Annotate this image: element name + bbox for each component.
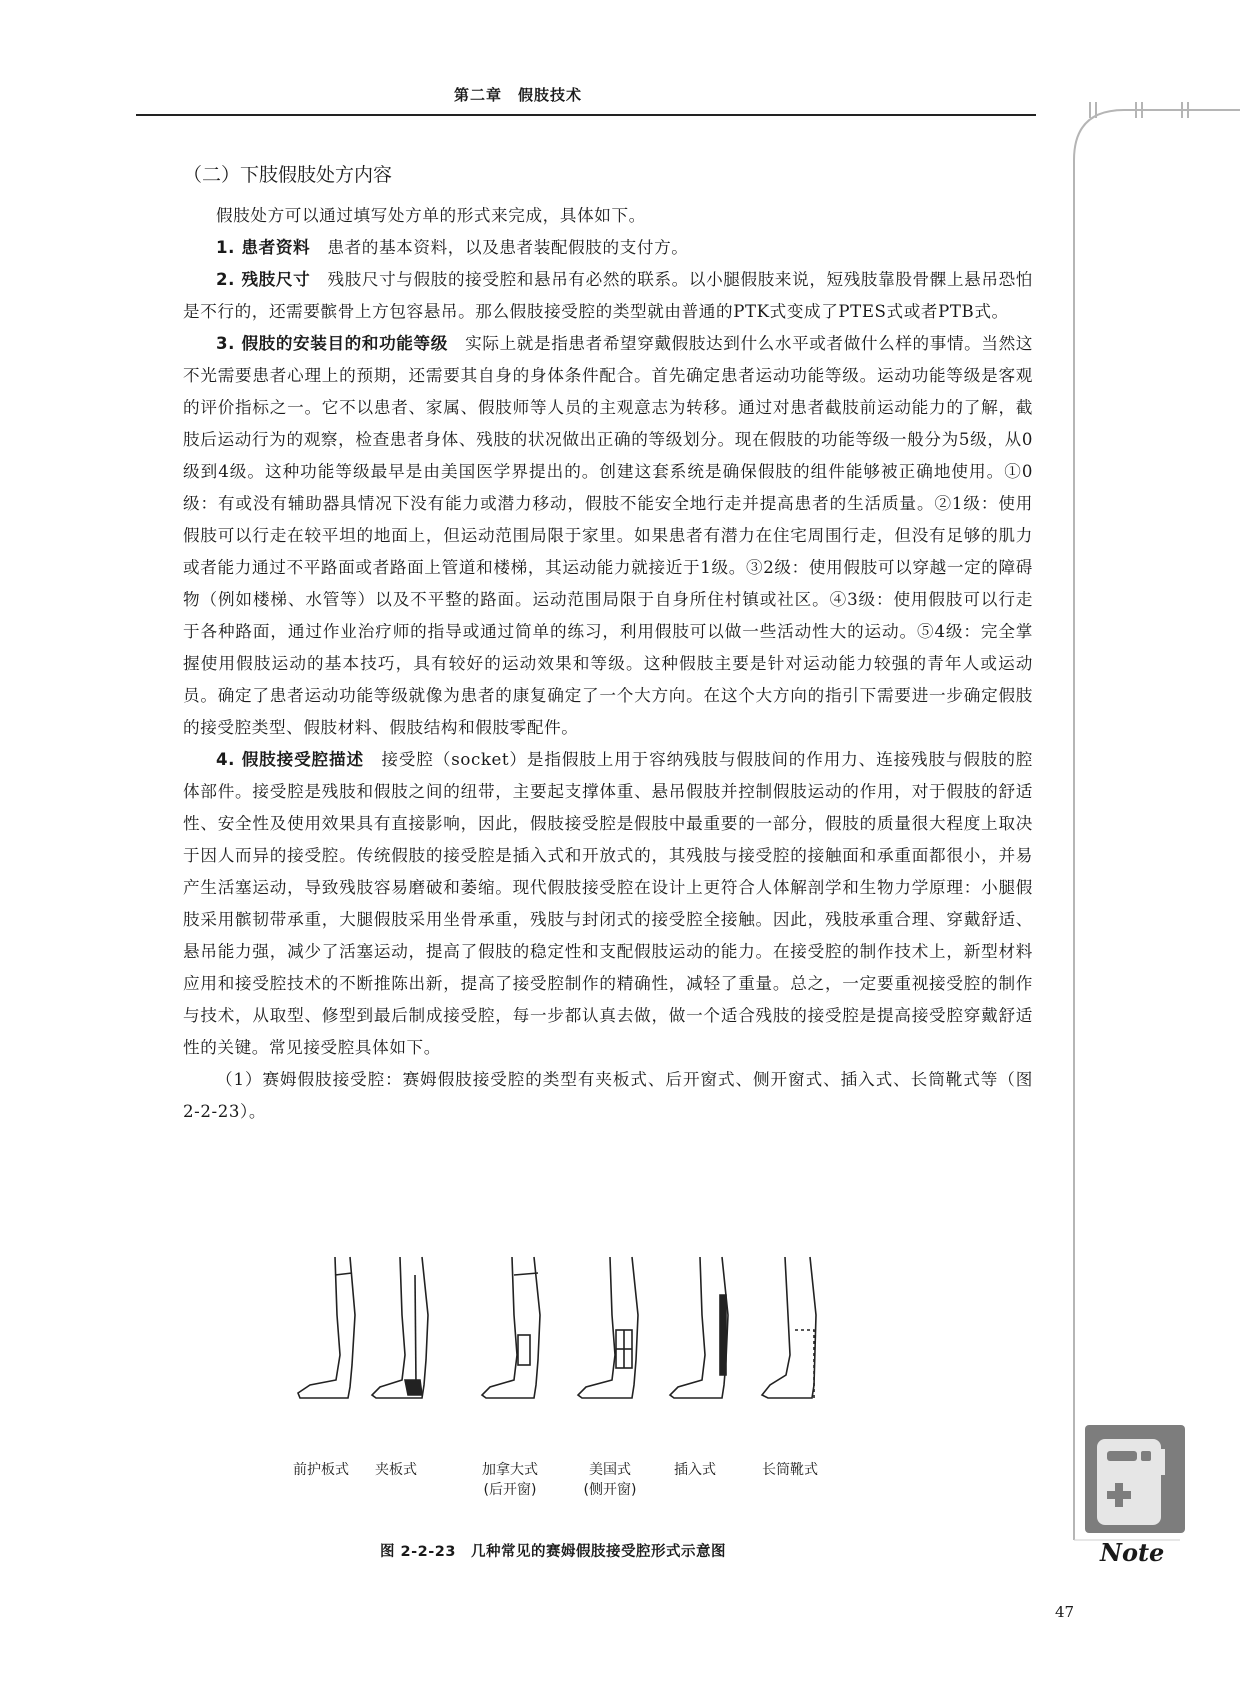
figure-caption: 图 2-2-23 几种常见的赛姆假肢接受腔形式示意图 [380, 1544, 726, 1560]
leg-illustration-3 [482, 1257, 540, 1398]
medical-kit-icon [1085, 1425, 1185, 1533]
item-3 [183, 328, 1033, 744]
note-label: Note [1100, 1538, 1165, 1567]
page-number: 47 [1055, 1603, 1075, 1621]
section-title: （二）下肢假肢处方内容 [183, 164, 393, 186]
header-rule [136, 114, 1036, 116]
figure-label-3: 加拿大式 (后开窗) [482, 1462, 538, 1498]
item-2-label: 2. 残肢尺寸 [216, 270, 311, 289]
leg-illustration-6 [762, 1257, 816, 1398]
page-content [183, 160, 1033, 1128]
item-1-label: 1. 患者资料 [216, 238, 311, 257]
item-3-label: 3. 假肢的安装目的和功能等级 [216, 334, 448, 353]
running-header: 第二章 假肢技术 [453, 86, 582, 104]
item-3-text: 实际上就是指患者希望穿戴假肢达到什么水平或者做什么样的事情。当然这不光需要患者心理上的预期，还需要其自身的身体条件配合。首先确定患者运动功能等级。运动功能等级是客观的评价指标之一。它不以患者、家属、假肢师等人员的主观意志为转移。通过对患者截肢前运动能力的了解，截肢后运动行为的观察，检查患者身体、残肢的状况做出正确的等级划分。现在假肢的功能等级一般分为5级，从0级到4级。这种功能等级最早是由美国医学界提出的。创建这套系统是确保假肢的组件能够被正确地使用。①0级：有或没有辅助器具情况下没有能力或潜力移动，假肢不能安全地行走并提高患者的生活质量。②1级：使用假肢可以行走在较平坦的地面上，但运动范围局限于家里。如果患者有潜力在住宅周围行走，但没有足够的肌力或者能力通过不平路面或者路面上管道和楼梯，其运动能力就接近于1级。③2级：使用假肢可以穿越一定的障碍物（例如楼梯、水管等）以及不平整的路面。运动范围局限于自身所住村镇或社区。④3级：使用假肢可以行走于各种路面，通过作业治疗师的指导或通过简单的练习，利用假肢可以做一些活动性大的运动。⑤4级：完全掌握使用假肢运动的基本技巧，具有较好的运动效果和等级。这种假肢主要是针对运动能力较强的青年人或运动员。确定了患者运动功能等级就像为患者的康复确定了一个大方向。在这个大方向的指引下需要进一步确定假肢的接受腔类型、假肢材料、假肢结构和假肢零配件。 [183, 334, 1033, 737]
item-2 [183, 264, 1033, 328]
figure-label-5: 插入式 [674, 1462, 716, 1478]
item-4-label: 4. 假肢接受腔描述 [216, 750, 364, 769]
margin-decoration [1040, 100, 1240, 1560]
item-2-text: 残肢尺寸与假肢的接受腔和悬吊有必然的联系。以小腿假肢来说，短残肢靠股骨髁上悬吊恐怕是不行的，还需要髌骨上方包容悬吊。那么假肢接受腔的类型就由普通的PTK式变成了PTES式或者PTB式。 [183, 270, 1033, 321]
item-4 [183, 744, 1033, 1064]
figure-label-2: 夹板式 [375, 1462, 417, 1478]
item-1 [183, 232, 1033, 264]
sub-item-1: （1）赛姆假肢接受腔：赛姆假肢接受腔的类型有夹板式、后开窗式、侧开窗式、插入式、长筒靴式等（图2-2-23）。 [183, 1070, 1033, 1121]
syme-socket-figure [280, 1255, 880, 1405]
figure-label-4: 美国式 (侧开窗) [583, 1462, 637, 1498]
item-1-text: 患者的基本资料，以及患者装配假肢的支付方。 [327, 238, 689, 257]
leg-illustration-5 [670, 1257, 728, 1398]
figure-label-6: 长筒靴式 [762, 1462, 818, 1478]
leg-illustration-1 [298, 1257, 355, 1398]
figure-label-1: 前护板式 [293, 1462, 349, 1478]
intro-paragraph: 假肢处方可以通过填写处方单的形式来完成，具体如下。 [216, 206, 646, 225]
leg-illustration-2 [372, 1257, 428, 1398]
leg-illustration-4 [578, 1257, 638, 1398]
item-4-text: 接受腔（socket）是指假肢上用于容纳残肢与假肢间的作用力、连接残肢与假肢的腔体部件。接受腔是残肢和假肢之间的纽带，主要起支撑体重、悬吊假肢并控制假肢运动的作用，对于假肢的舒适性、安全性及使用效果具有直接影响，因此，假肢接受腔是假肢中最重要的一部分，假肢的质量很大程度上取决于因人而异的接受腔。传统假肢的接受腔是插入式和开放式的，其残肢与接受腔的接触面和承重面都很小，并易产生活塞运动，导致残肢容易磨破和萎缩。现代假肢接受腔在设计上更符合人体解剖学和生物力学原理：小腿假肢采用髌韧带承重，大腿假肢采用坐骨承重，残肢与封闭式的接受腔全接触。因此，残肢承重合理、穿戴舒适、悬吊能力强，减少了活塞运动，提高了假肢的稳定性和支配假肢运动的能力。在接受腔的制作技术上，新型材料应用和接受腔技术的不断推陈出新，提高了接受腔制作的精确性，减轻了重量。总之，一定要重视接受腔的制作与技术，从取型、修型到最后制成接受腔，每一步都认真去做，做一个适合残肢的接受腔是提高接受腔穿戴舒适性的关键。常见接受腔具体如下。 [183, 750, 1033, 1057]
